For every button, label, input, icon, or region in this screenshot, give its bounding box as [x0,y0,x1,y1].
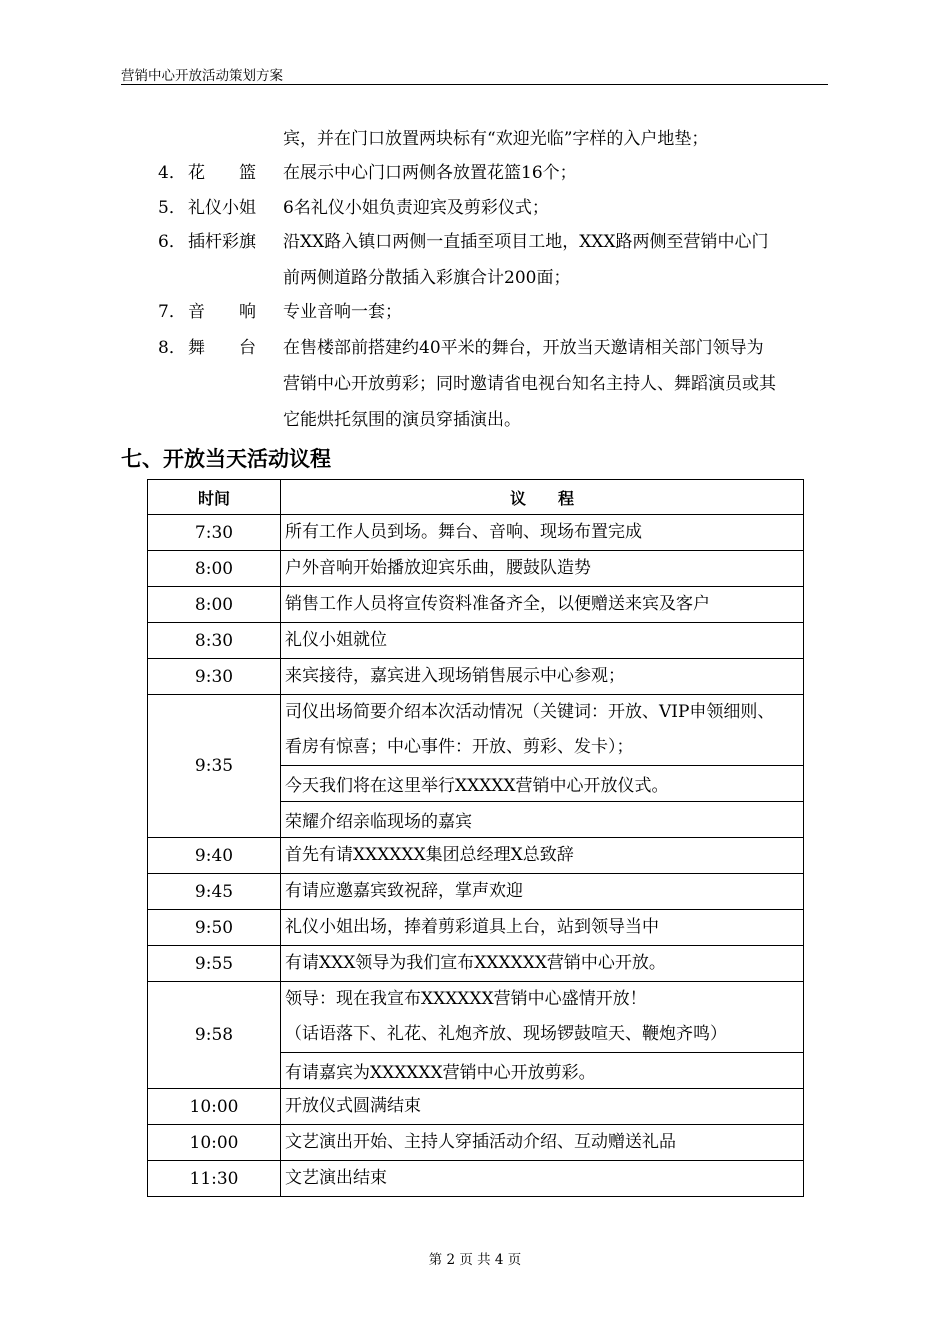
agenda-program [281,1089,804,1125]
table-row [148,1125,804,1161]
agenda-program [281,910,804,946]
agenda-program-line: 开放仪式圆满结束 [285,1096,421,1116]
agenda-table [147,479,804,1197]
list-item-label: 音 响 [188,302,256,322]
agenda-program [281,623,804,659]
list-item-number: 8． [158,338,186,358]
page-footer: 第 2 页 共 4 页 [428,1252,522,1268]
table-row [148,1161,804,1197]
agenda-time: 11:30 [148,1161,281,1197]
agenda-program: 有请嘉宾为XXXXXX营销中心开放剪彩。 [281,1053,804,1089]
column-header-program: 议 程 [281,480,804,515]
agenda-program-line: 司仪出场简要介绍本次活动情况（关键词：开放、VIP申领细则、 [285,702,775,722]
agenda-time: 10:00 [148,1089,281,1125]
list-item-continuation: 营销中心开放剪彩；同时邀请省电视台知名主持人、舞蹈演员或其 [283,374,776,394]
column-header-time: 时间 [148,480,281,515]
agenda-program: 荣耀介绍亲临现场的嘉宾 [281,802,804,838]
agenda-program-line: 销售工作人员将宣传资料准备齐全，以便赠送来宾及客户 [285,594,710,614]
table-row [148,946,804,982]
agenda-program [281,551,804,587]
agenda-program-line: 户外音响开始播放迎宾乐曲，腰鼓队造势 [285,558,591,578]
page-header: 营销中心开放活动策划方案 [121,68,283,84]
agenda-program [281,838,804,874]
table-row [148,910,804,946]
agenda-program [281,874,804,910]
agenda-time: 8:30 [148,623,281,659]
list-item-number: 7． [158,302,186,322]
list-item-text: 在售楼部前搭建约40平米的舞台，开放当天邀请相关部门领导为 [283,338,764,358]
list-item-label: 花 篮 [188,163,256,183]
table-row [148,515,804,551]
agenda-program [281,982,804,1053]
table-row [148,623,804,659]
agenda-time: 9:55 [148,946,281,982]
list-item-text: 专业音响一套； [283,302,402,322]
agenda-program [281,946,804,982]
table-row [148,874,804,910]
list-item-label: 插杆彩旗 [188,232,256,252]
agenda-time: 8:00 [148,551,281,587]
agenda-program [281,1161,804,1197]
agenda-program [281,659,804,695]
agenda-time: 9:30 [148,659,281,695]
agenda-program: 今天我们将在这里举行XXXXX营销中心开放仪式。 [281,766,804,802]
agenda-time: 9:35 [148,695,281,838]
list-item-continuation: 它能烘托氛围的演员穿插演出。 [283,410,521,430]
table-row [148,659,804,695]
list-item-text: 沿XX路入镇口两侧一直插至项目工地，XXX路两侧至营销中心门 [283,232,769,252]
agenda-program-line: 看房有惊喜；中心事件：开放、剪彩、发卡）； [285,737,634,757]
header-rule [121,84,828,85]
agenda-time: 10:00 [148,1125,281,1161]
agenda-program-line: 礼仪小姐出场，捧着剪彩道具上台，站到领导当中 [285,917,659,937]
agenda-time: 8:00 [148,587,281,623]
list-continuation: 宾，并在门口放置两块标有“欢迎光临”字样的入户地垫； [283,129,709,149]
agenda-program-line: 有请XXX领导为我们宣布XXXXXX营销中心开放。 [285,953,666,973]
agenda-program-line: 礼仪小姐就位 [285,630,387,650]
section-heading: 七、开放当天活动议程 [121,447,331,471]
agenda-program-line: 首先有请XXXXXX集团总经理X总致辞 [285,845,574,865]
agenda-program-line: 领导：现在我宣布XXXXXX营销中心盛情开放！ [285,989,647,1009]
agenda-program [281,587,804,623]
agenda-time: 9:50 [148,910,281,946]
agenda-time: 9:40 [148,838,281,874]
agenda-program-line: 文艺演出开始、主持人穿插活动介绍、互动赠送礼品 [285,1132,676,1152]
list-item-continuation: 前两侧道路分散插入彩旗合计200面； [283,268,571,288]
agenda-program [281,695,804,766]
agenda-program-line: 有请应邀嘉宾致祝辞，掌声欢迎 [285,881,523,901]
agenda-program-line: 所有工作人员到场。舞台、音响、现场布置完成 [285,522,642,542]
list-item-text: 6名礼仪小姐负责迎宾及剪彩仪式； [283,198,549,218]
agenda-program [281,515,804,551]
table-row [148,551,804,587]
list-item-number: 6． [158,232,186,252]
agenda-program [281,1125,804,1161]
agenda-program-line: （话语落下、礼花、礼炮齐放、现场锣鼓喧天、鞭炮齐鸣） [285,1024,727,1044]
table-row [148,587,804,623]
list-item-text: 在展示中心门口两侧各放置花篮16个； [283,163,577,183]
agenda-program-line: 来宾接待，嘉宾进入现场销售展示中心参观； [285,666,625,686]
table-row [148,838,804,874]
agenda-time: 7:30 [148,515,281,551]
list-item-number: 4． [158,163,186,183]
agenda-program-line: 文艺演出结束 [285,1168,387,1188]
list-item-label: 礼仪小姐 [188,198,256,218]
table-row [148,1089,804,1125]
table-row [148,982,804,1053]
table-header-row [148,480,804,515]
agenda-time: 9:58 [148,982,281,1089]
list-item-number: 5． [158,198,186,218]
table-row [148,695,804,766]
list-item-label: 舞 台 [188,338,256,358]
agenda-time: 9:45 [148,874,281,910]
